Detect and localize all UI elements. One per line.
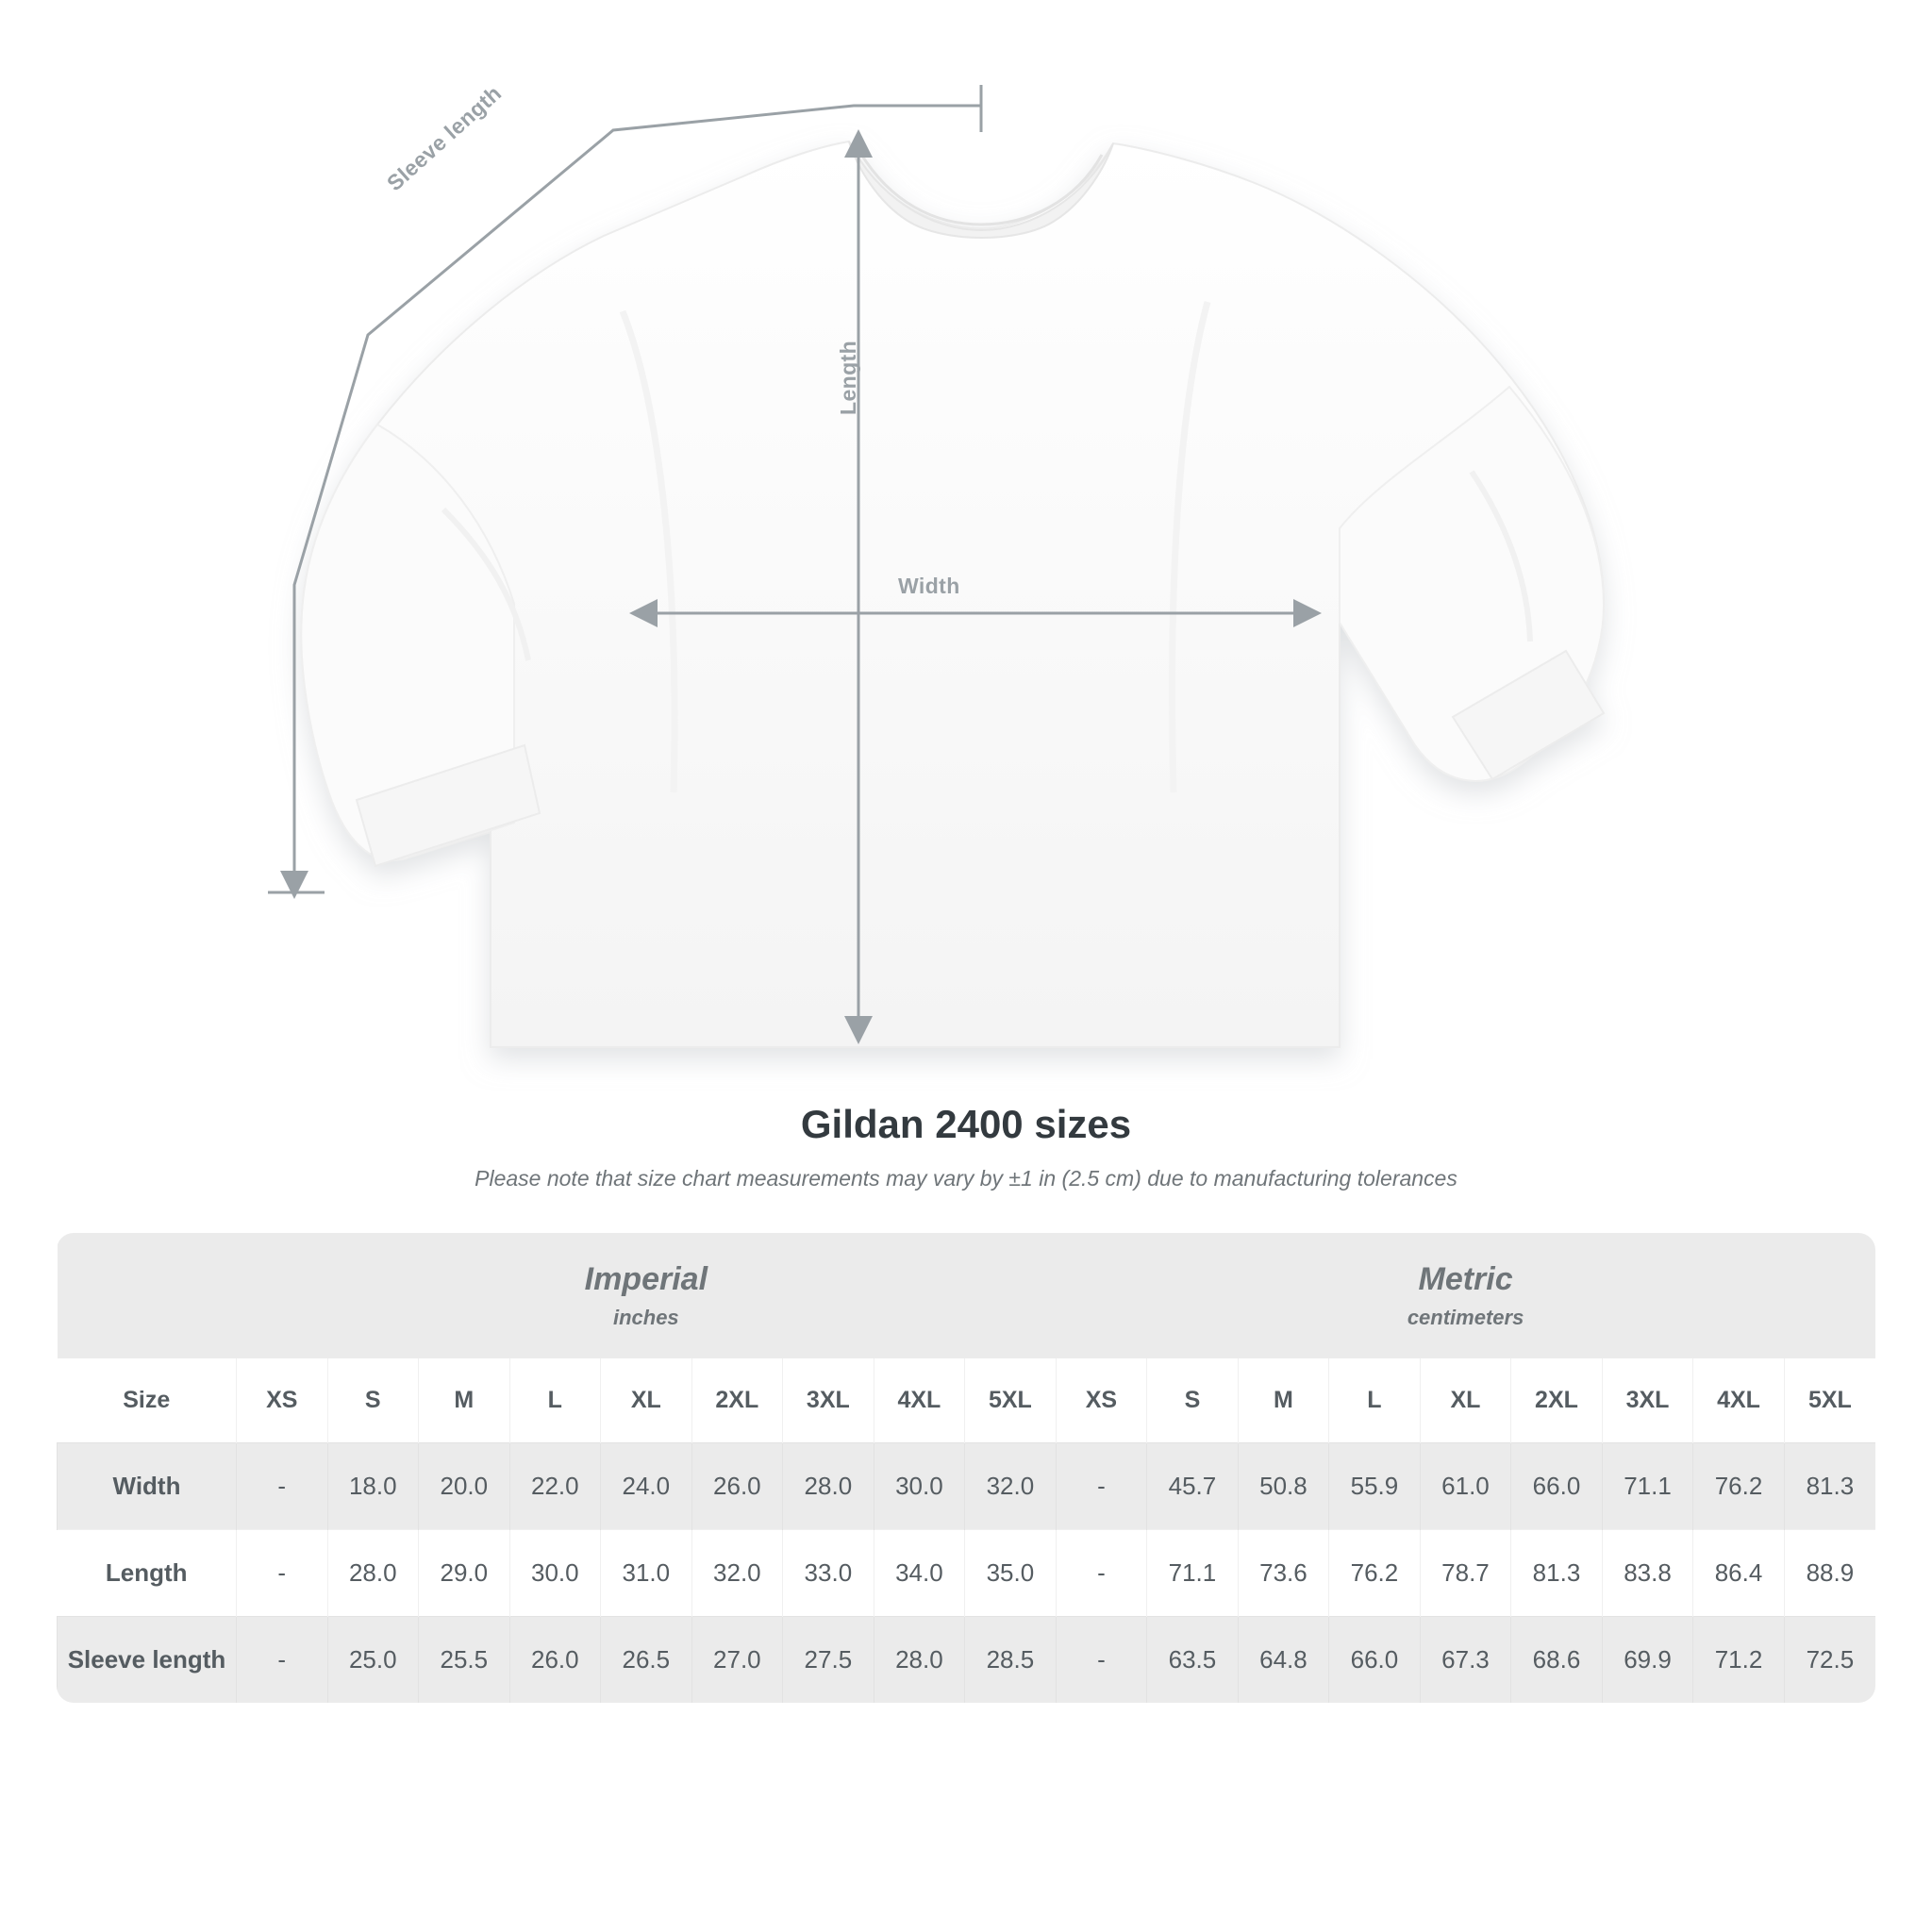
cell-length-metric-s: 71.1	[1147, 1529, 1239, 1616]
column-header-metric-xl: XL	[1420, 1358, 1511, 1443]
cell-length-metric-2xl: 81.3	[1511, 1529, 1603, 1616]
cell-length-metric-3xl: 83.8	[1602, 1529, 1693, 1616]
unit-header-row	[58, 1233, 1876, 1358]
unit-sub-metric: centimeters	[1407, 1305, 1524, 1329]
cell-width-metric-4xl: 76.2	[1693, 1442, 1785, 1529]
unit-name-metric: Metric	[1418, 1261, 1513, 1297]
table-row	[58, 1529, 1876, 1616]
column-header-metric-m: M	[1238, 1358, 1329, 1443]
column-header-imperial-s: S	[327, 1358, 419, 1443]
unit-header-metric	[1056, 1233, 1875, 1358]
column-header-imperial-5xl: 5XL	[965, 1358, 1057, 1443]
cell-width-metric-2xl: 66.0	[1511, 1442, 1603, 1529]
cell-length-metric-l: 76.2	[1329, 1529, 1421, 1616]
size-table-wrapper	[57, 1233, 1875, 1703]
column-header-imperial-m: M	[419, 1358, 510, 1443]
cell-width-imperial-4xl: 30.0	[874, 1442, 965, 1529]
cell-length-metric-4xl: 86.4	[1693, 1529, 1785, 1616]
cell-sleeve-imperial-l: 26.0	[509, 1616, 601, 1703]
cell-length-imperial-s: 28.0	[327, 1529, 419, 1616]
cell-sleeve-imperial-xl: 26.5	[601, 1616, 692, 1703]
cell-width-metric-s: 45.7	[1147, 1442, 1239, 1529]
cell-sleeve-imperial-4xl: 28.0	[874, 1616, 965, 1703]
cell-length-metric-5xl: 88.9	[1784, 1529, 1875, 1616]
column-header-metric-s: S	[1147, 1358, 1239, 1443]
cell-sleeve-imperial-m: 25.5	[419, 1616, 510, 1703]
size-header-row	[58, 1358, 1876, 1443]
size-table	[57, 1233, 1875, 1703]
cell-width-metric-l: 55.9	[1329, 1442, 1421, 1529]
cell-width-metric-3xl: 71.1	[1602, 1442, 1693, 1529]
cell-length-imperial-3xl: 33.0	[783, 1529, 874, 1616]
cell-width-imperial-5xl: 32.0	[965, 1442, 1057, 1529]
cell-length-imperial-4xl: 34.0	[874, 1529, 965, 1616]
cell-width-imperial-s: 18.0	[327, 1442, 419, 1529]
cell-length-imperial-l: 30.0	[509, 1529, 601, 1616]
cell-width-imperial-2xl: 26.0	[691, 1442, 783, 1529]
row-label-length: Length	[58, 1529, 237, 1616]
cell-length-metric-xl: 78.7	[1420, 1529, 1511, 1616]
cell-sleeve-metric-2xl: 68.6	[1511, 1616, 1603, 1703]
column-header-imperial-l: L	[509, 1358, 601, 1443]
cell-sleeve-metric-xl: 67.3	[1420, 1616, 1511, 1703]
cell-width-metric-xl: 61.0	[1420, 1442, 1511, 1529]
chart-note: Please note that size chart measurements may vary by ±1 in (2.5 cm) due to manufacturing tolerances	[475, 1166, 1457, 1191]
cell-length-imperial-xl: 31.0	[601, 1529, 692, 1616]
cell-sleeve-imperial-xs: -	[237, 1616, 328, 1703]
unit-sub-imperial: inches	[612, 1305, 679, 1329]
table-row	[58, 1442, 1876, 1529]
column-header-size: Size	[58, 1358, 237, 1443]
width-label: Width	[898, 574, 960, 598]
column-header-imperial-4xl: 4XL	[874, 1358, 965, 1443]
chart-title: Gildan 2400 sizes	[800, 1102, 1132, 1146]
unit-header-imperial	[237, 1233, 1057, 1358]
table-row	[58, 1616, 1876, 1703]
column-header-imperial-2xl: 2XL	[691, 1358, 783, 1443]
cell-length-metric-m: 73.6	[1238, 1529, 1329, 1616]
row-label-sleeve-length: Sleeve length	[58, 1616, 237, 1703]
cell-sleeve-metric-xs: -	[1056, 1616, 1147, 1703]
sleeve-length-label: Sleeve length	[382, 80, 507, 196]
cell-width-metric-xs: -	[1056, 1442, 1147, 1529]
column-header-imperial-xl: XL	[601, 1358, 692, 1443]
cell-length-imperial-5xl: 35.0	[965, 1529, 1057, 1616]
cell-length-metric-xs: -	[1056, 1529, 1147, 1616]
title-block	[0, 1102, 1932, 1191]
cell-sleeve-imperial-3xl: 27.5	[783, 1616, 874, 1703]
cell-sleeve-metric-4xl: 71.2	[1693, 1616, 1785, 1703]
cell-width-metric-5xl: 81.3	[1784, 1442, 1875, 1529]
cell-sleeve-imperial-s: 25.0	[327, 1616, 419, 1703]
column-header-metric-l: L	[1329, 1358, 1421, 1443]
column-header-metric-5xl: 5XL	[1784, 1358, 1875, 1443]
cell-width-imperial-m: 20.0	[419, 1442, 510, 1529]
column-header-metric-3xl: 3XL	[1602, 1358, 1693, 1443]
column-header-imperial-3xl: 3XL	[783, 1358, 874, 1443]
cell-length-imperial-2xl: 32.0	[691, 1529, 783, 1616]
cell-sleeve-imperial-5xl: 28.5	[965, 1616, 1057, 1703]
column-header-metric-xs: XS	[1056, 1358, 1147, 1443]
column-header-imperial-xs: XS	[237, 1358, 328, 1443]
cell-width-imperial-xl: 24.0	[601, 1442, 692, 1529]
cell-sleeve-metric-l: 66.0	[1329, 1616, 1421, 1703]
column-header-metric-2xl: 2XL	[1511, 1358, 1603, 1443]
cell-length-imperial-xs: -	[237, 1529, 328, 1616]
cell-width-imperial-l: 22.0	[509, 1442, 601, 1529]
cell-sleeve-metric-s: 63.5	[1147, 1616, 1239, 1703]
cell-sleeve-metric-5xl: 72.5	[1784, 1616, 1875, 1703]
cell-width-imperial-3xl: 28.0	[783, 1442, 874, 1529]
cell-width-imperial-xs: -	[237, 1442, 328, 1529]
unit-name-imperial: Imperial	[584, 1261, 708, 1297]
row-label-width: Width	[58, 1442, 237, 1529]
cell-sleeve-imperial-2xl: 27.0	[691, 1616, 783, 1703]
unit-spacer-cell	[58, 1233, 237, 1358]
cell-length-imperial-m: 29.0	[419, 1529, 510, 1616]
cell-sleeve-metric-3xl: 69.9	[1602, 1616, 1693, 1703]
cell-width-metric-m: 50.8	[1238, 1442, 1329, 1529]
cell-sleeve-metric-m: 64.8	[1238, 1616, 1329, 1703]
column-header-metric-4xl: 4XL	[1693, 1358, 1785, 1443]
length-label: Length	[836, 340, 860, 415]
